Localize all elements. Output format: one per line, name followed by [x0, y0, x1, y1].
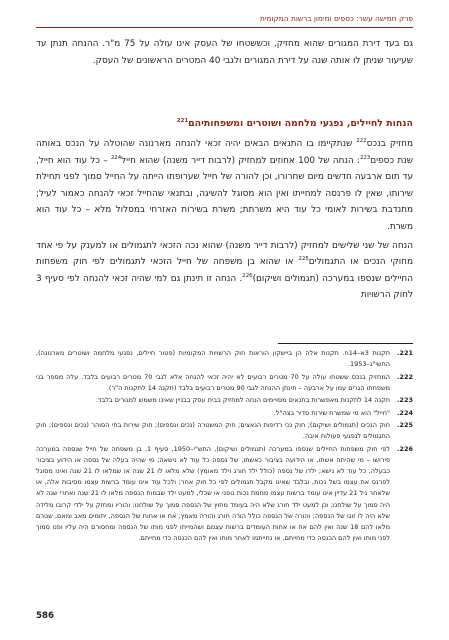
section-paragraph-1 — [36, 136, 413, 236]
p1-text-c: : הנחה של 100 אחוזים למחזיק (לרבות דייר משנה) שהוא חייל — [121, 155, 360, 166]
footnote-ref-223[interactable]: 223 — [359, 154, 371, 161]
footnote-ref-224[interactable]: 224 — [110, 154, 122, 161]
footnote-separator — [278, 343, 413, 344]
footnote-ref-221[interactable]: 221 — [176, 117, 189, 124]
footnote-ref-225[interactable]: 225 — [298, 256, 309, 263]
p2-text-b: או שהוא בן משפחה של חייל הזכאי לתגמולים לפי חוק משפחות החיילים שנספו במערכה (תגמולים ושיקום) — [36, 257, 413, 284]
running-header: פרק חמישה עשר: כספים ומימון ברשות המקומית — [259, 14, 413, 23]
footnotes — [36, 348, 413, 546]
footnote-ref-226[interactable]: 226 — [242, 272, 253, 279]
footnote — [36, 444, 413, 545]
footnote-text: לפי חוק משפחות החיילים שנספו במערכה (תגמולים ושיקום), התש"י–1950, סעיף 1, בן משפחה של חייל שנספה במערכה פירושו – מי שהיתה אשתו, או הידועה בציבור כאשתו, של נספה כל עוד לא נישאה; מי שהיה בעלה של נספה או הידוע בציבור כבעלה, כל עוד לא נישא; ילדו של נספה (כולל ילד חורג וילד מאומץ) שלא מלאו לו 21 שנה או שמלאו לו 21 שנה ואינו מסוגל לפרנס את עצמו בשל נכות, ובלבד שאינו מקבל תגמולים לפי כל חוק אחר; ולכל עוד אינו עומד ברשות עצמו מסיבות אלה, או שלאחר גיל 21 עדיין אינו עומד ברשות עצמו מחמת נכות גופני או שכלי, למעט ילד שבמות הנספה מלאו לו 21 שנה ואחרי שנה לא היה סמוך על שולחנו; וכן למעט ילד חורג שלא היה בעומד מחוץ של הנספה סמוך על שולחנו; והוריו ומחזק על ילדי קרובו מלידה שלא היה לו זוגו של הנספה; והורה של הנספה כולל הורה חורג והורה מאמץ; אח או אחות של הנספה, יתומים מאב ומאם, שטרם מלאו להם 18 שנה ואין להם אח או אחות העומדים ברשות עצמם ושהמייתו לפני מותו של הנספה ומחסורם היה עליו ופנו סמוך לפני מותו ואין להם הכנסה כדי מחייתם, או נחייתמו לאחר מותו ואין להם הכנסה כדי מחייתם. — [36, 444, 390, 543]
footnote-number: 223. — [396, 396, 413, 405]
footnote-number: 224. — [396, 408, 413, 417]
footnote-text: תקנות 3א–14ח. תקנות אלה הן ביישקון הוראות חוק הרשויות המקומיות (פטור חיילים, נפגעי מלחמה ושוטרים מארנונה), התשי"ג–1953. — [36, 349, 390, 369]
footnote-text: חוק הנכים (תגמולים ושיקום); חוק נכי רדיפות הנאצים; חוק המשטרה (נכים ונספים); חוק שירות בתי הסוהר (נכים ונספים); חוק התגמולים לנפגעי פעולות איבה. — [36, 420, 390, 441]
header-rule — [36, 27, 413, 28]
p2-text-a: הנחה של שני שלישים למחזיק (לרבות דייר משנה) שהוא נכה הזכאי לתגמולים או למענק על פי אחד מחוקי הנכים או התגמולים — [36, 240, 413, 268]
footnote-text: "חייל" הוא מי שמשרת שירות סדיר בצה"ל. — [273, 408, 390, 417]
footnote — [36, 372, 413, 394]
footnote — [36, 420, 413, 442]
footnote-number: 221. — [396, 349, 413, 357]
footnote-number: 222. — [396, 372, 413, 381]
footnote-number: 226. — [396, 444, 413, 453]
p1-text-d: – כל עוד הוא חייל, עד תום ארבעה חדשים מיום שחרורו, וכן להורה של חייל שערופתו הייתה על החייל סמוך לפני תחילת שירותו, שאין לו פרנסה למחייתו ואין הוא מסוגל להשיגה, ובתנאי שהחייל זכאי להנחה כאמור לעיל; מתנדבת בשירות לאומי כל עוד היא משרתת; משרת בשירות האזרחי במסלול מלא – כל עוד הוא משרת. — [36, 155, 413, 232]
footnote — [36, 348, 413, 370]
section-heading-text: הנחות לחיילים, נפגעי מלחמה ושוטרים ומשפחותיהם — [188, 118, 413, 129]
p1-text-b: שנתקיימו בו התנאים הבאים יהיה זכאי להנחה מארנונה שהוטלה על הנכס באותה שנת כספים — [36, 139, 413, 166]
footnote-number: 225. — [396, 420, 413, 429]
p2-text-c: . הנחה זו תינתן גם למי שהיה זכאי להנחה לפי סעיף 3 לחוק הרשויות — [36, 273, 413, 301]
page-number: 586 — [36, 611, 54, 621]
p1-text-a: מחזיק בנכס — [366, 139, 414, 149]
footnote-ref-222[interactable]: 222 — [356, 138, 367, 145]
section-heading — [36, 117, 413, 131]
section-paragraph-2 — [36, 238, 413, 304]
top-paragraph: גם בעד דירת המגורים שהוא מחזיק, וכששטחו של העסק אינו עולה על 75 מ"ר. ההנחה תנתן עד שעיעור שניתן לו אותה שנה על דירת המגורים ולגבי 40 המטרים הראשונים של העסק. — [36, 39, 414, 66]
footnote — [36, 395, 413, 406]
section-body — [36, 136, 413, 306]
footnote — [36, 408, 413, 419]
footnote-text: המחזיק בנכס ששטחו עולה על 70 מטרים רבועים לא יהיה זכאי להנחה אלא לגבי 70 מטרים רבועים בלבד. עלה מספר בני משפחתו הגרים עמו על ארבעה – תינתן ההנחה לגבי 90 מטרים רבועים בלבד (תקנה 14 לתקנות ה"ר). — [36, 372, 390, 392]
footnote-text: תקנה 14 לתקנות מאפשרות בתנאים מסויימים הנחה למחזיק בבית עסק בבניין שאינו משמש למגורים בלבד. — [95, 396, 390, 405]
body-text — [36, 36, 413, 71]
